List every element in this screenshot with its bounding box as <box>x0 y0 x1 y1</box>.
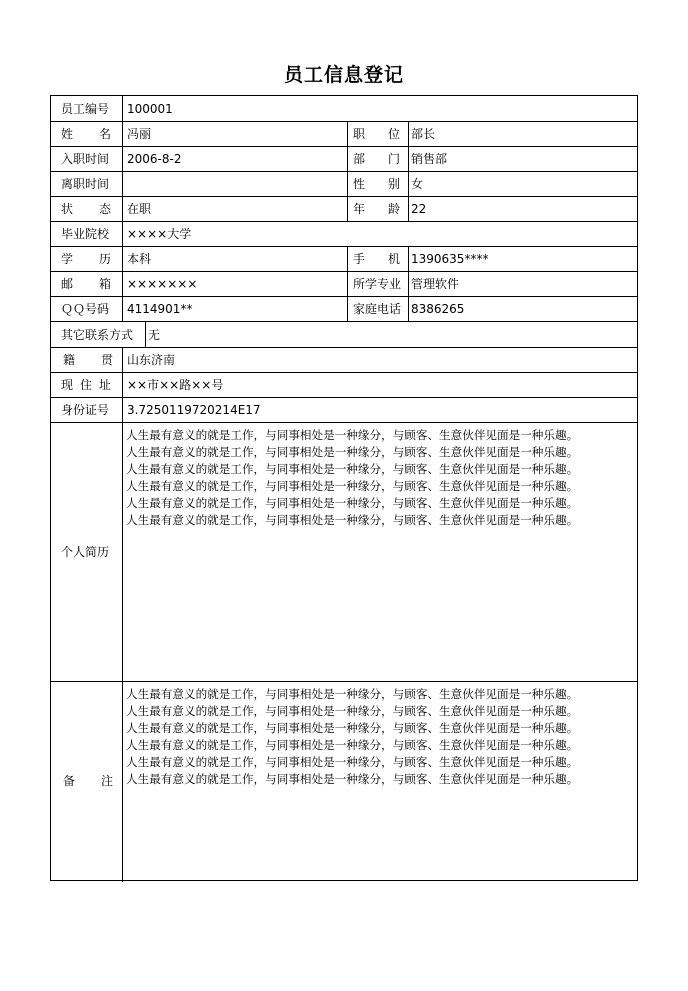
value-education: 本科 <box>127 252 152 266</box>
label-age <box>348 196 408 221</box>
label-id-number: 身份证号 <box>61 403 110 417</box>
value-email: ××××××× <box>127 276 198 291</box>
value-age: 22 <box>411 201 427 216</box>
value-school: ××××大学 <box>127 227 192 241</box>
value-employee-id: 100001 <box>127 101 173 116</box>
value-id-number: 3.7250119720214E17 <box>127 402 261 417</box>
value-other-contact: 无 <box>148 327 161 342</box>
label-remarks <box>51 681 123 880</box>
value-mobile: 1390635**** <box>411 251 489 266</box>
label-leave-date: 离职时间 <box>61 177 110 191</box>
label-education-char-1: 学 <box>61 252 74 266</box>
value-name: 冯丽 <box>127 127 152 141</box>
label-status <box>51 196 123 221</box>
value-leave-date <box>123 171 347 196</box>
label-email-char-1: 邮 <box>61 277 74 291</box>
label-home-phone: 家庭电话 <box>353 302 402 316</box>
label-position <box>348 121 408 146</box>
page-title: 员工信息登记 <box>283 64 404 86</box>
value-position: 部长 <box>411 127 436 141</box>
remarks-line: 人生最有意义的就是工作，与同事相处是一种缘分，与顾客、生意伙伴见面是一种乐趣。 <box>126 755 579 769</box>
label-native-char-1: 籍 <box>63 353 76 367</box>
remarks-line: 人生最有意义的就是工作，与同事相处是一种缘分，与顾客、生意伙伴见面是一种乐趣。 <box>126 721 579 735</box>
value-gender: 女 <box>411 177 424 191</box>
label-major: 所学专业 <box>353 277 402 291</box>
label-age-char-2: 龄 <box>387 202 400 216</box>
value-status: 在职 <box>127 202 152 216</box>
label-name-char-1: 姓 <box>61 127 74 141</box>
label-age-char-1: 年 <box>353 202 366 216</box>
value-department: 销售部 <box>411 152 448 166</box>
resume-line: 人生最有意义的就是工作，与同事相处是一种缘分，与顾客、生意伙伴见面是一种乐趣。 <box>126 462 579 476</box>
label-resume: 个人简历 <box>61 545 110 559</box>
label-remarks-char-1: 备 <box>63 774 76 788</box>
value-native-place: 山东济南 <box>127 353 176 367</box>
label-hire-date: 入职时间 <box>61 152 110 166</box>
value-home-phone: 8386265 <box>411 301 465 316</box>
resume-line: 人生最有意义的就是工作，与同事相处是一种缘分，与顾客、生意伙伴见面是一种乐趣。 <box>126 428 579 442</box>
label-school: 毕业院校 <box>61 227 110 241</box>
employee-form <box>50 95 638 881</box>
label-email-char-2: 箱 <box>98 277 111 291</box>
remarks-line: 人生最有意义的就是工作，与同事相处是一种缘分，与顾客、生意伙伴见面是一种乐趣。 <box>126 738 579 752</box>
label-mobile-char-2: 机 <box>387 252 400 266</box>
label-education <box>51 246 123 271</box>
label-native-place <box>51 347 123 372</box>
label-native-char-2: 贯 <box>100 353 113 367</box>
label-remarks-char-2: 注 <box>100 774 113 788</box>
label-mobile-char-1: 手 <box>353 252 366 266</box>
value-hire-date: 2006-8-2 <box>127 151 182 166</box>
label-name-char-2: 名 <box>98 127 111 141</box>
label-mobile <box>348 246 408 271</box>
remarks-text <box>123 682 637 880</box>
label-department-char-2: 门 <box>387 152 400 166</box>
label-status-char-2: 态 <box>98 202 111 216</box>
value-address: ××市××路××号 <box>127 378 224 392</box>
remarks-line: 人生最有意义的就是工作，与同事相处是一种缘分，与顾客、生意伙伴见面是一种乐趣。 <box>126 772 579 786</box>
value-major: 管理软件 <box>411 277 460 291</box>
value-qq: 4114901** <box>127 301 193 316</box>
label-status-char-1: 状 <box>61 202 74 216</box>
remarks-line: 人生最有意义的就是工作，与同事相处是一种缘分，与顾客、生意伙伴见面是一种乐趣。 <box>126 687 579 701</box>
label-gender-char-2: 别 <box>387 177 400 191</box>
resume-line: 人生最有意义的就是工作，与同事相处是一种缘分，与顾客、生意伙伴见面是一种乐趣。 <box>126 479 579 493</box>
label-department-char-1: 部 <box>353 152 366 166</box>
label-other-contact: 其它联系方式 <box>61 327 134 342</box>
resume-line: 人生最有意义的就是工作，与同事相处是一种缘分，与顾客、生意伙伴见面是一种乐趣。 <box>126 496 579 510</box>
resume-text <box>123 423 637 681</box>
label-qq: ＱＱ号码 <box>61 302 110 316</box>
resume-line: 人生最有意义的就是工作，与同事相处是一种缘分，与顾客、生意伙伴见面是一种乐趣。 <box>126 445 579 459</box>
label-position-char-1: 职 <box>353 127 366 141</box>
label-address-char-2: 住 <box>79 378 92 392</box>
label-education-char-2: 历 <box>98 252 111 266</box>
label-email <box>51 271 123 296</box>
label-address <box>51 372 123 397</box>
label-address-char-3: 址 <box>98 378 111 392</box>
label-gender-char-1: 性 <box>353 177 366 191</box>
label-address-char-1: 现 <box>61 378 74 392</box>
label-name <box>51 121 123 146</box>
label-position-char-2: 位 <box>387 127 400 141</box>
label-gender <box>348 171 408 196</box>
resume-line: 人生最有意义的就是工作，与同事相处是一种缘分，与顾客、生意伙伴见面是一种乐趣。 <box>126 513 579 527</box>
label-department <box>348 146 408 171</box>
remarks-line: 人生最有意义的就是工作，与同事相处是一种缘分，与顾客、生意伙伴见面是一种乐趣。 <box>126 704 579 718</box>
label-employee-id: 员工编号 <box>61 102 110 116</box>
